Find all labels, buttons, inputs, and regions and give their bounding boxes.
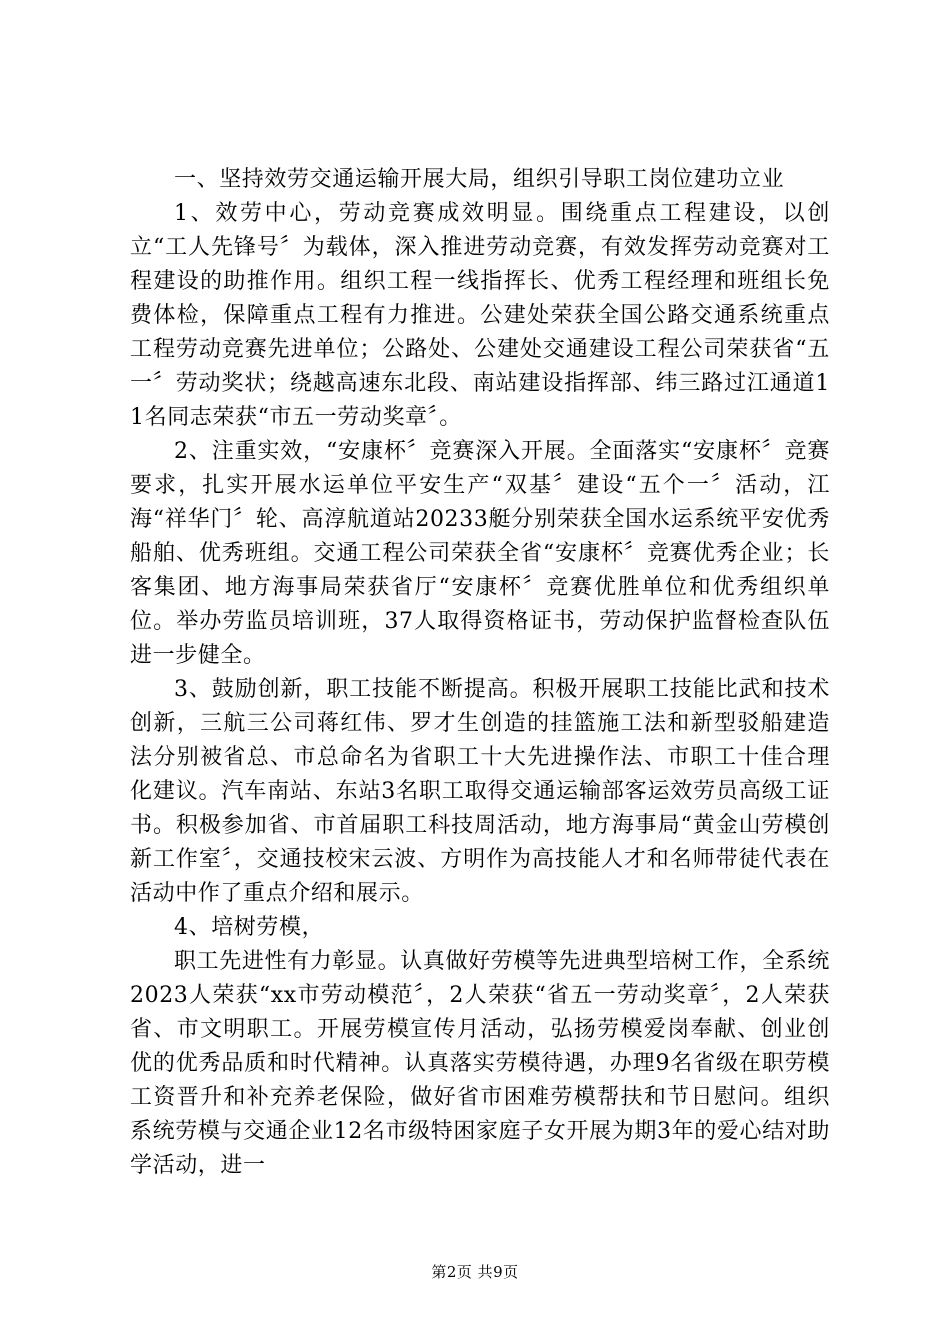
paragraph-model-workers-heading: 4、培树劳模， — [174, 915, 325, 940]
paragraph-model-workers: 职工先进性有力彰显。认真做好劳模等先进典型培树工作，全系统2023人荣获“xx市劳动模范〞，2人荣获“省五一劳动奖章〞，2人荣获省、市文明职工。开展劳模宣传月活动，弘扬劳模爱岗奉献、创业创优的优秀品质和时代精神。认真落实劳模待遇，办理9名省级在职劳模工资晋升和补充养老保险，做好省市困难劳模帮扶和节日慰问。组织系统劳模与交通企业12名市级特困家庭子女开展为期3年的爱心结对助学活动，进一 — [130, 949, 830, 1178]
paragraph-ankang-cup: 2、注重实效，“安康杯〞竞赛深入开展。全面落实“安康杯〞竞赛要求，扎实开展水运单位平安生产“双基〞建设“五个一〞活动，江海“祥华门〞轮、高淳航道站20233艇分别荣获全国水运系统平安优秀船舶、优秀班组。交通工程公司荣获全省“安康杯〞竞赛优秀企业；长客集团、地方海事局荣获省厅“安康杯〞竞赛优胜单位和优秀组织单位。举办劳监员培训班，37人取得资格证书，劳动保护监督检查队伍进一步健全。 — [130, 439, 830, 668]
document-body — [130, 163, 830, 1183]
paragraph-innovation: 3、鼓励创新，职工技能不断提高。积极开展职工技能比武和技术创新，三航三公司蒋红伟、罗才生创造的挂篮施工法和新型驳船建造法分别被省总、市总命名为省职工十大先进操作法、市职工十佳合理化建议。汽车南站、东站3名职工取得交通运输部客运效劳员高级工证书。积极参加省、市首届职工科技周活动，地方海事局“黄金山劳模创新工作室〞，交通技校宋云波、方明作为高技能人才和名师带徒代表在活动中作了重点介绍和展示。 — [130, 677, 830, 906]
page-number-footer: 第2页 共9页 — [431, 1263, 519, 1281]
section-heading: 一、坚持效劳交通运输开展大局，组织引导职工岗位建功立业 — [174, 167, 785, 192]
paragraph-labor-competition: 1、效劳中心，劳动竞赛成效明显。围绕重点工程建设，以创立“工人先锋号〞为载体，深入推进劳动竞赛，有效发挥劳动竞赛对工程建设的助推作用。组织工程一线指挥长、优秀工程经理和班组长免费体检，保障重点工程有力推进。公建处荣获全国公路交通系统重点工程劳动竞赛先进单位；公路处、公建处交通建设工程公司荣获省“五一〞劳动奖状；绕越高速东北段、南站建设指挥部、纬三路过江通道11名同志荣获“市五一劳动奖章〞。 — [130, 201, 830, 430]
